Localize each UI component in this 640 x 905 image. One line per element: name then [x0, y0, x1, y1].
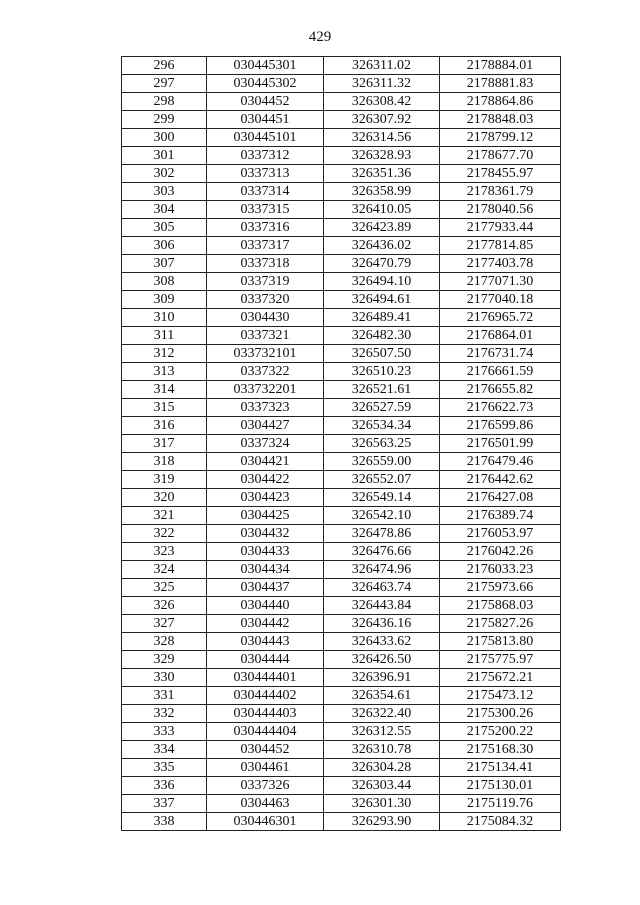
y-coordinate-cell: 2175672.21 [440, 669, 561, 687]
point-code-cell: 030444401 [207, 669, 324, 687]
point-code-cell: 0337312 [207, 147, 324, 165]
x-coordinate-cell: 326433.62 [324, 633, 440, 651]
y-coordinate-cell: 2177933.44 [440, 219, 561, 237]
x-coordinate-cell: 326307.92 [324, 111, 440, 129]
point-code-cell: 0304421 [207, 453, 324, 471]
x-coordinate-cell: 326510.23 [324, 363, 440, 381]
table-row [122, 669, 561, 687]
table-row [122, 507, 561, 525]
y-coordinate-cell: 2177814.85 [440, 237, 561, 255]
table-row [122, 795, 561, 813]
table-row [122, 705, 561, 723]
point-code-cell: 0337322 [207, 363, 324, 381]
table-row [122, 579, 561, 597]
coordinates-table-body [122, 57, 561, 831]
table-row [122, 129, 561, 147]
row-number-cell: 303 [122, 183, 207, 201]
point-code-cell: 030445301 [207, 57, 324, 75]
table-row [122, 453, 561, 471]
row-number-cell: 335 [122, 759, 207, 777]
x-coordinate-cell: 326312.55 [324, 723, 440, 741]
y-coordinate-cell: 2175084.32 [440, 813, 561, 831]
point-code-cell: 0304432 [207, 525, 324, 543]
x-coordinate-cell: 326304.28 [324, 759, 440, 777]
point-code-cell: 0337314 [207, 183, 324, 201]
y-coordinate-cell: 2175119.76 [440, 795, 561, 813]
y-coordinate-cell: 2177403.78 [440, 255, 561, 273]
x-coordinate-cell: 326301.30 [324, 795, 440, 813]
y-coordinate-cell: 2176053.97 [440, 525, 561, 543]
table-row [122, 543, 561, 561]
row-number-cell: 330 [122, 669, 207, 687]
point-code-cell: 0304425 [207, 507, 324, 525]
row-number-cell: 307 [122, 255, 207, 273]
table-row [122, 183, 561, 201]
table-row [122, 237, 561, 255]
x-coordinate-cell: 326494.61 [324, 291, 440, 309]
table-row [122, 399, 561, 417]
x-coordinate-cell: 326410.05 [324, 201, 440, 219]
row-number-cell: 305 [122, 219, 207, 237]
x-coordinate-cell: 326552.07 [324, 471, 440, 489]
point-code-cell: 030444402 [207, 687, 324, 705]
page-number: 429 [308, 29, 332, 45]
row-number-cell: 321 [122, 507, 207, 525]
point-code-cell: 030445101 [207, 129, 324, 147]
y-coordinate-cell: 2177071.30 [440, 273, 561, 291]
x-coordinate-cell: 326322.40 [324, 705, 440, 723]
point-code-cell: 0337319 [207, 273, 324, 291]
point-code-cell: 0337326 [207, 777, 324, 795]
y-coordinate-cell: 2175775.97 [440, 651, 561, 669]
y-coordinate-cell: 2176965.72 [440, 309, 561, 327]
y-coordinate-cell: 2175827.26 [440, 615, 561, 633]
row-number-cell: 306 [122, 237, 207, 255]
row-number-cell: 324 [122, 561, 207, 579]
point-code-cell: 0304430 [207, 309, 324, 327]
row-number-cell: 338 [122, 813, 207, 831]
table-row [122, 561, 561, 579]
x-coordinate-cell: 326443.84 [324, 597, 440, 615]
point-code-cell: 0304444 [207, 651, 324, 669]
x-coordinate-cell: 326559.00 [324, 453, 440, 471]
row-number-cell: 328 [122, 633, 207, 651]
point-code-cell: 0304427 [207, 417, 324, 435]
row-number-cell: 297 [122, 75, 207, 93]
point-code-cell: 033732101 [207, 345, 324, 363]
y-coordinate-cell: 2178040.56 [440, 201, 561, 219]
table-row [122, 147, 561, 165]
point-code-cell: 0304463 [207, 795, 324, 813]
y-coordinate-cell: 2178361.79 [440, 183, 561, 201]
x-coordinate-cell: 326489.41 [324, 309, 440, 327]
table-row [122, 723, 561, 741]
row-number-cell: 322 [122, 525, 207, 543]
x-coordinate-cell: 326328.93 [324, 147, 440, 165]
row-number-cell: 316 [122, 417, 207, 435]
y-coordinate-cell: 2176427.08 [440, 489, 561, 507]
x-coordinate-cell: 326314.56 [324, 129, 440, 147]
point-code-cell: 030446301 [207, 813, 324, 831]
table-row [122, 291, 561, 309]
x-coordinate-cell: 326423.89 [324, 219, 440, 237]
y-coordinate-cell: 2175168.30 [440, 741, 561, 759]
y-coordinate-cell: 2178848.03 [440, 111, 561, 129]
table-row [122, 165, 561, 183]
row-number-cell: 336 [122, 777, 207, 795]
x-coordinate-cell: 326311.02 [324, 57, 440, 75]
table-row [122, 363, 561, 381]
point-code-cell: 030445302 [207, 75, 324, 93]
y-coordinate-cell: 2176479.46 [440, 453, 561, 471]
point-code-cell: 0337320 [207, 291, 324, 309]
point-code-cell: 0337315 [207, 201, 324, 219]
x-coordinate-cell: 326542.10 [324, 507, 440, 525]
point-code-cell: 0304452 [207, 741, 324, 759]
y-coordinate-cell: 2175134.41 [440, 759, 561, 777]
table-row [122, 633, 561, 651]
table-row [122, 651, 561, 669]
row-number-cell: 313 [122, 363, 207, 381]
y-coordinate-cell: 2178881.83 [440, 75, 561, 93]
point-code-cell: 0304461 [207, 759, 324, 777]
point-code-cell: 0304452 [207, 93, 324, 111]
row-number-cell: 323 [122, 543, 207, 561]
table-row [122, 345, 561, 363]
x-coordinate-cell: 326354.61 [324, 687, 440, 705]
table-row [122, 741, 561, 759]
y-coordinate-cell: 2175813.80 [440, 633, 561, 651]
y-coordinate-cell: 2176655.82 [440, 381, 561, 399]
row-number-cell: 308 [122, 273, 207, 291]
point-code-cell: 0337317 [207, 237, 324, 255]
y-coordinate-cell: 2175130.01 [440, 777, 561, 795]
x-coordinate-cell: 326308.42 [324, 93, 440, 111]
point-code-cell: 0304451 [207, 111, 324, 129]
y-coordinate-cell: 2176622.73 [440, 399, 561, 417]
y-coordinate-cell: 2176864.01 [440, 327, 561, 345]
row-number-cell: 311 [122, 327, 207, 345]
x-coordinate-cell: 326351.36 [324, 165, 440, 183]
row-number-cell: 334 [122, 741, 207, 759]
table-row [122, 813, 561, 831]
y-coordinate-cell: 2175473.12 [440, 687, 561, 705]
x-coordinate-cell: 326474.96 [324, 561, 440, 579]
row-number-cell: 302 [122, 165, 207, 183]
x-coordinate-cell: 326311.32 [324, 75, 440, 93]
x-coordinate-cell: 326521.61 [324, 381, 440, 399]
row-number-cell: 317 [122, 435, 207, 453]
table-row [122, 201, 561, 219]
x-coordinate-cell: 326396.91 [324, 669, 440, 687]
table-row [122, 759, 561, 777]
x-coordinate-cell: 326507.50 [324, 345, 440, 363]
x-coordinate-cell: 326310.78 [324, 741, 440, 759]
row-number-cell: 329 [122, 651, 207, 669]
row-number-cell: 318 [122, 453, 207, 471]
y-coordinate-cell: 2176033.23 [440, 561, 561, 579]
x-coordinate-cell: 326534.34 [324, 417, 440, 435]
y-coordinate-cell: 2176389.74 [440, 507, 561, 525]
point-code-cell: 0337316 [207, 219, 324, 237]
row-number-cell: 314 [122, 381, 207, 399]
y-coordinate-cell: 2175868.03 [440, 597, 561, 615]
point-code-cell: 0304443 [207, 633, 324, 651]
x-coordinate-cell: 326293.90 [324, 813, 440, 831]
x-coordinate-cell: 326478.86 [324, 525, 440, 543]
x-coordinate-cell: 326426.50 [324, 651, 440, 669]
point-code-cell: 0304434 [207, 561, 324, 579]
table-row [122, 417, 561, 435]
point-code-cell: 0337318 [207, 255, 324, 273]
point-code-cell: 0304440 [207, 597, 324, 615]
table-row [122, 309, 561, 327]
table-row [122, 687, 561, 705]
table-row [122, 777, 561, 795]
table-row [122, 75, 561, 93]
y-coordinate-cell: 2176042.26 [440, 543, 561, 561]
y-coordinate-cell: 2175200.22 [440, 723, 561, 741]
row-number-cell: 337 [122, 795, 207, 813]
y-coordinate-cell: 2176501.99 [440, 435, 561, 453]
x-coordinate-cell: 326436.16 [324, 615, 440, 633]
x-coordinate-cell: 326482.30 [324, 327, 440, 345]
row-number-cell: 298 [122, 93, 207, 111]
point-code-cell: 0304437 [207, 579, 324, 597]
y-coordinate-cell: 2178455.97 [440, 165, 561, 183]
y-coordinate-cell: 2175300.26 [440, 705, 561, 723]
row-number-cell: 320 [122, 489, 207, 507]
point-code-cell: 0337313 [207, 165, 324, 183]
table-row [122, 111, 561, 129]
table-row [122, 471, 561, 489]
y-coordinate-cell: 2176442.62 [440, 471, 561, 489]
row-number-cell: 296 [122, 57, 207, 75]
row-number-cell: 326 [122, 597, 207, 615]
point-code-cell: 033732201 [207, 381, 324, 399]
point-code-cell: 0304422 [207, 471, 324, 489]
row-number-cell: 333 [122, 723, 207, 741]
y-coordinate-cell: 2178884.01 [440, 57, 561, 75]
y-coordinate-cell: 2176599.86 [440, 417, 561, 435]
point-code-cell: 0337324 [207, 435, 324, 453]
point-code-cell: 0337321 [207, 327, 324, 345]
table-row [122, 255, 561, 273]
row-number-cell: 327 [122, 615, 207, 633]
y-coordinate-cell: 2175973.66 [440, 579, 561, 597]
table-row [122, 273, 561, 291]
y-coordinate-cell: 2177040.18 [440, 291, 561, 309]
point-code-cell: 0304423 [207, 489, 324, 507]
point-code-cell: 030444404 [207, 723, 324, 741]
table-row [122, 615, 561, 633]
table-row [122, 93, 561, 111]
point-code-cell: 0337323 [207, 399, 324, 417]
point-code-cell: 0304433 [207, 543, 324, 561]
row-number-cell: 310 [122, 309, 207, 327]
x-coordinate-cell: 326358.99 [324, 183, 440, 201]
y-coordinate-cell: 2178864.86 [440, 93, 561, 111]
row-number-cell: 304 [122, 201, 207, 219]
point-code-cell: 0304442 [207, 615, 324, 633]
table-row [122, 489, 561, 507]
table-row [122, 525, 561, 543]
x-coordinate-cell: 326494.10 [324, 273, 440, 291]
row-number-cell: 332 [122, 705, 207, 723]
table-row [122, 219, 561, 237]
row-number-cell: 325 [122, 579, 207, 597]
table-row [122, 435, 561, 453]
x-coordinate-cell: 326303.44 [324, 777, 440, 795]
table-row [122, 381, 561, 399]
coordinates-table [121, 56, 561, 831]
row-number-cell: 300 [122, 129, 207, 147]
y-coordinate-cell: 2176661.59 [440, 363, 561, 381]
x-coordinate-cell: 326563.25 [324, 435, 440, 453]
point-code-cell: 030444403 [207, 705, 324, 723]
row-number-cell: 315 [122, 399, 207, 417]
x-coordinate-cell: 326549.14 [324, 489, 440, 507]
table-row [122, 57, 561, 75]
table-row [122, 597, 561, 615]
x-coordinate-cell: 326463.74 [324, 579, 440, 597]
x-coordinate-cell: 326436.02 [324, 237, 440, 255]
row-number-cell: 331 [122, 687, 207, 705]
x-coordinate-cell: 326476.66 [324, 543, 440, 561]
y-coordinate-cell: 2178677.70 [440, 147, 561, 165]
row-number-cell: 301 [122, 147, 207, 165]
x-coordinate-cell: 326527.59 [324, 399, 440, 417]
y-coordinate-cell: 2176731.74 [440, 345, 561, 363]
x-coordinate-cell: 326470.79 [324, 255, 440, 273]
row-number-cell: 312 [122, 345, 207, 363]
row-number-cell: 319 [122, 471, 207, 489]
table-row [122, 327, 561, 345]
y-coordinate-cell: 2178799.12 [440, 129, 561, 147]
row-number-cell: 309 [122, 291, 207, 309]
row-number-cell: 299 [122, 111, 207, 129]
